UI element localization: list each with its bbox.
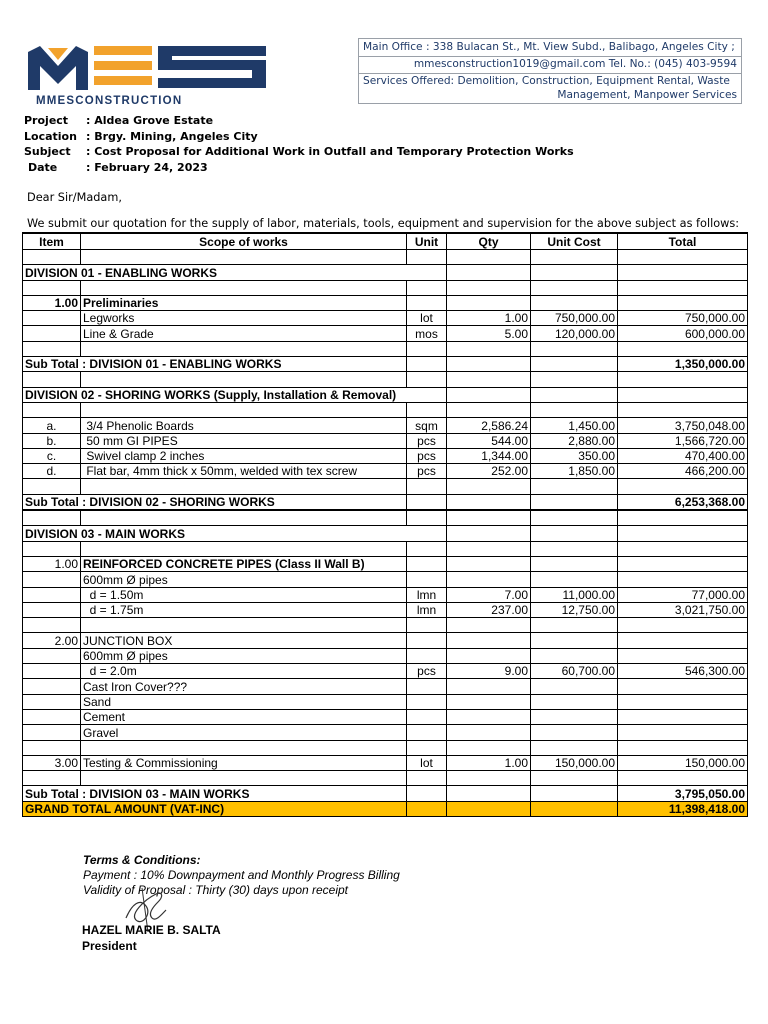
table-cell: 3/4 Phenolic Boards	[81, 418, 407, 433]
column-header: Total	[618, 233, 748, 250]
table-cell	[23, 709, 81, 724]
subtotal-row	[23, 786, 748, 801]
empty-cell	[407, 801, 447, 816]
empty-cell	[531, 265, 618, 280]
table-cell: Line & Grade	[81, 326, 407, 341]
table-cell: b.	[23, 433, 81, 448]
empty-cell	[531, 387, 618, 402]
empty-cell	[447, 771, 531, 786]
table-cell: 50 mm GI PIPES	[81, 433, 407, 448]
table-cell: 150,000.00	[531, 755, 618, 770]
empty-cell	[447, 357, 531, 372]
table-cell	[407, 633, 447, 648]
meta-value: : February 24, 2023	[86, 160, 208, 174]
table-cell	[618, 648, 748, 663]
division-row	[23, 526, 748, 541]
empty-cell	[447, 341, 531, 356]
empty-cell	[618, 280, 748, 295]
table-cell	[23, 725, 81, 740]
table-cell: GRAND TOTAL AMOUNT (VAT-INC)	[23, 801, 407, 816]
empty-cell	[81, 541, 407, 556]
table-cell	[447, 572, 531, 587]
table-row	[23, 725, 748, 740]
table-cell: 546,300.00	[618, 664, 748, 679]
table-cell	[407, 709, 447, 724]
office-services-2: Management, Manpower Services	[557, 89, 737, 101]
table-row	[23, 587, 748, 602]
table-cell: 11,398,418.00	[618, 801, 748, 816]
table-cell	[23, 648, 81, 663]
section-row	[23, 556, 748, 571]
empty-cell	[531, 280, 618, 295]
empty-cell	[618, 265, 748, 280]
table-cell: Legworks	[81, 311, 407, 326]
empty-cell	[447, 556, 531, 571]
table-cell: 2,586.24	[447, 418, 531, 433]
blank-row	[23, 402, 748, 417]
empty-cell	[23, 618, 81, 633]
meta-value: : Aldea Grove Estate	[86, 114, 214, 127]
empty-cell	[407, 786, 447, 801]
table-cell	[407, 572, 447, 587]
empty-cell	[531, 526, 618, 541]
table-header-row	[23, 233, 748, 250]
table-cell: 252.00	[447, 464, 531, 479]
table-cell	[618, 709, 748, 724]
table-row	[23, 572, 748, 587]
empty-cell	[447, 280, 531, 295]
blank-row	[23, 280, 748, 295]
table-cell: Sub Total : DIVISION 01 - ENABLING WORKS	[23, 357, 407, 372]
table-cell: 600mm Ø pipes	[81, 572, 407, 587]
table-cell	[23, 311, 81, 326]
table-cell: 544.00	[447, 433, 531, 448]
empty-cell	[447, 801, 531, 816]
empty-cell	[23, 771, 81, 786]
table-cell: Testing & Commissioning	[81, 755, 407, 770]
table-row	[23, 694, 748, 709]
table-cell: REINFORCED CONCRETE PIPES (Class II Wall B)	[81, 556, 407, 571]
empty-cell	[618, 250, 748, 265]
table-cell	[531, 709, 618, 724]
table-cell	[447, 648, 531, 663]
empty-cell	[618, 479, 748, 494]
blank-row	[23, 771, 748, 786]
grand-total-row	[23, 801, 748, 816]
empty-cell	[81, 250, 407, 265]
empty-cell	[531, 341, 618, 356]
table-cell: 7.00	[447, 587, 531, 602]
table-cell: 3,750,048.00	[618, 418, 748, 433]
table-cell: Sub Total : DIVISION 02 - SHORING WORKS	[23, 494, 407, 510]
table-cell: 1.00	[447, 311, 531, 326]
table-cell	[447, 679, 531, 694]
signatory-title: President	[82, 938, 137, 953]
table-row	[23, 664, 748, 679]
table-cell	[618, 679, 748, 694]
table-cell: DIVISION 03 - MAIN WORKS	[23, 526, 447, 541]
column-header: Scope of works	[81, 233, 407, 250]
table-cell: 60,700.00	[531, 664, 618, 679]
table-cell	[23, 679, 81, 694]
empty-cell	[618, 541, 748, 556]
terms-line: Payment : 10% Downpayment and Monthly Progress Billing	[83, 868, 400, 882]
empty-cell	[407, 295, 447, 310]
table-cell	[23, 694, 81, 709]
table-cell: 3,021,750.00	[618, 602, 748, 617]
table-row	[23, 326, 748, 341]
empty-cell	[447, 265, 531, 280]
table-cell	[531, 572, 618, 587]
table-cell: 1,350,000.00	[618, 357, 748, 372]
table-cell	[407, 694, 447, 709]
salutation: Dear Sir/Madam,	[27, 191, 122, 204]
office-address: Main Office : 338 Bulacan St., Mt. View Subd., Balibago, Angeles City ;	[363, 41, 735, 53]
table-cell: 2,880.00	[531, 433, 618, 448]
division-row	[23, 265, 748, 280]
table-cell: 9.00	[447, 664, 531, 679]
table-row	[23, 448, 748, 463]
table-cell: pcs	[407, 664, 447, 679]
table-row	[23, 602, 748, 617]
empty-cell	[618, 387, 748, 402]
table-cell: 750,000.00	[618, 311, 748, 326]
empty-cell	[407, 280, 447, 295]
table-cell: pcs	[407, 464, 447, 479]
office-services-1: Services Offered: Demolition, Construction, Equipment Rental, Waste	[363, 75, 730, 87]
table-cell	[23, 326, 81, 341]
division-row	[23, 387, 748, 402]
table-cell: 350.00	[531, 448, 618, 463]
column-header: Item	[23, 233, 81, 250]
meta-label: Project	[24, 114, 69, 127]
table-cell: Preliminaries	[81, 295, 407, 310]
meta-label: Location	[24, 129, 77, 143]
table-cell: 2.00	[23, 633, 81, 648]
empty-cell	[531, 357, 618, 372]
table-cell	[407, 679, 447, 694]
table-cell: a.	[23, 418, 81, 433]
column-header: Unit	[407, 233, 447, 250]
table-cell	[618, 725, 748, 740]
table-cell: d = 1.75m	[81, 602, 407, 617]
empty-cell	[81, 740, 407, 755]
empty-cell	[618, 402, 748, 417]
table-cell	[407, 648, 447, 663]
blank-row	[23, 510, 748, 526]
empty-cell	[447, 494, 531, 510]
quotation-table	[22, 232, 748, 817]
table-cell: 77,000.00	[618, 587, 748, 602]
empty-cell	[618, 341, 748, 356]
intro-text: We submit our quotation for the supply of labor, materials, tools, equipment and supervision for the above subject as follows:	[27, 217, 740, 230]
empty-cell	[531, 250, 618, 265]
empty-cell	[447, 526, 531, 541]
table-cell: lmn	[407, 602, 447, 617]
empty-cell	[618, 618, 748, 633]
empty-cell	[407, 618, 447, 633]
table-cell: lot	[407, 311, 447, 326]
office-info-box	[358, 38, 742, 104]
empty-cell	[531, 402, 618, 417]
empty-cell	[447, 402, 531, 417]
table-cell: lmn	[407, 587, 447, 602]
table-cell: Cast Iron Cover???	[81, 679, 407, 694]
empty-cell	[23, 510, 81, 526]
table-cell	[531, 648, 618, 663]
empty-cell	[618, 510, 748, 526]
table-cell	[23, 664, 81, 679]
empty-cell	[407, 556, 447, 571]
empty-cell	[618, 372, 748, 387]
company-logo	[26, 38, 266, 108]
signatory-block	[82, 923, 221, 954]
table-cell	[618, 572, 748, 587]
empty-cell	[531, 771, 618, 786]
table-cell: 120,000.00	[531, 326, 618, 341]
table-cell: 12,750.00	[531, 602, 618, 617]
empty-cell	[23, 541, 81, 556]
empty-cell	[407, 740, 447, 755]
table-row	[23, 433, 748, 448]
empty-cell	[447, 250, 531, 265]
subtotal-row	[23, 494, 748, 510]
empty-cell	[23, 402, 81, 417]
table-cell: 1.00	[23, 295, 81, 310]
table-cell: DIVISION 02 - SHORING WORKS (Supply, Installation & Removal)	[23, 387, 447, 402]
empty-cell	[407, 250, 447, 265]
empty-cell	[407, 494, 447, 510]
table-cell: 470,400.00	[618, 448, 748, 463]
table-cell	[23, 572, 81, 587]
table-cell: 237.00	[447, 602, 531, 617]
empty-cell	[531, 510, 618, 526]
table-cell: 5.00	[447, 326, 531, 341]
table-cell	[447, 725, 531, 740]
empty-cell	[23, 372, 81, 387]
empty-cell	[531, 295, 618, 310]
table-cell	[447, 709, 531, 724]
empty-cell	[407, 357, 447, 372]
table-cell: pcs	[407, 448, 447, 463]
empty-cell	[531, 618, 618, 633]
table-cell	[447, 633, 531, 648]
column-header: Unit Cost	[531, 233, 618, 250]
table-cell	[531, 725, 618, 740]
table-cell: sqm	[407, 418, 447, 433]
terms-line: Validity of Proposal : Thirty (30) days upon receipt	[83, 883, 349, 897]
empty-cell	[407, 341, 447, 356]
table-cell	[531, 679, 618, 694]
empty-cell	[447, 372, 531, 387]
empty-cell	[23, 740, 81, 755]
table-row	[23, 679, 748, 694]
table-cell: 600mm Ø pipes	[81, 648, 407, 663]
table-cell: d = 1.50m	[81, 587, 407, 602]
table-cell: 1,850.00	[531, 464, 618, 479]
empty-cell	[407, 771, 447, 786]
table-cell: 3.00	[23, 755, 81, 770]
table-cell: 1,566,720.00	[618, 433, 748, 448]
table-row	[23, 418, 748, 433]
table-cell: Gravel	[81, 725, 407, 740]
meta-value: : Brgy. Mining, Angeles City	[86, 129, 258, 143]
empty-cell	[407, 510, 447, 526]
table-cell: Sand	[81, 694, 407, 709]
empty-cell	[447, 295, 531, 310]
table-cell: Sub Total : DIVISION 03 - MAIN WORKS	[23, 786, 407, 801]
table-row	[23, 633, 748, 648]
table-cell	[407, 725, 447, 740]
empty-cell	[407, 372, 447, 387]
empty-cell	[447, 510, 531, 526]
empty-cell	[407, 479, 447, 494]
table-row	[23, 755, 748, 770]
empty-cell	[618, 771, 748, 786]
table-cell: pcs	[407, 433, 447, 448]
meta-label: Date	[28, 160, 58, 174]
empty-cell	[531, 541, 618, 556]
empty-cell	[531, 494, 618, 510]
table-cell: JUNCTION BOX	[81, 633, 407, 648]
empty-cell	[23, 479, 81, 494]
empty-cell	[81, 280, 407, 295]
empty-cell	[447, 786, 531, 801]
empty-cell	[447, 479, 531, 494]
blank-row	[23, 740, 748, 755]
empty-cell	[531, 786, 618, 801]
subtotal-row	[23, 357, 748, 372]
table-row	[23, 648, 748, 663]
table-cell: 1,344.00	[447, 448, 531, 463]
table-cell: 150,000.00	[618, 755, 748, 770]
table-row	[23, 709, 748, 724]
empty-cell	[531, 479, 618, 494]
empty-cell	[447, 541, 531, 556]
empty-cell	[407, 541, 447, 556]
table-cell: d = 2.0m	[81, 664, 407, 679]
table-cell: 1,450.00	[531, 418, 618, 433]
column-header: Qty	[447, 233, 531, 250]
meta-value: : Cost Proposal for Additional Work in Outfall and Temporary Protection Works	[86, 145, 574, 159]
empty-cell	[618, 526, 748, 541]
empty-cell	[81, 402, 407, 417]
blank-row	[23, 372, 748, 387]
terms-title: Terms & Conditions:	[83, 853, 201, 867]
empty-cell	[447, 618, 531, 633]
table-cell: lot	[407, 755, 447, 770]
signatory-name: HAZEL MARIE B. SALTA	[82, 923, 221, 937]
office-contact: mmesconstruction1019@gmail.com Tel. No.: (045) 403-9594	[413, 58, 737, 70]
table-cell: 3,795,050.00	[618, 786, 748, 801]
empty-cell	[618, 740, 748, 755]
table-cell: 1.00	[447, 755, 531, 770]
meta-label: Subject	[24, 145, 71, 159]
blank-row	[23, 541, 748, 556]
table-cell: 6,253,368.00	[618, 494, 748, 510]
table-cell: Cement	[81, 709, 407, 724]
empty-cell	[618, 295, 748, 310]
table-cell: c.	[23, 448, 81, 463]
empty-cell	[447, 740, 531, 755]
empty-cell	[531, 556, 618, 571]
empty-cell	[407, 402, 447, 417]
empty-cell	[531, 740, 618, 755]
table-cell: Flat bar, 4mm thick x 50mm, welded with tex screw	[81, 464, 407, 479]
empty-cell	[23, 280, 81, 295]
blank-row	[23, 250, 748, 265]
table-cell	[447, 694, 531, 709]
table-cell: Swivel clamp 2 inches	[81, 448, 407, 463]
blank-row	[23, 341, 748, 356]
table-row	[23, 311, 748, 326]
table-cell: 11,000.00	[531, 587, 618, 602]
blank-row	[23, 479, 748, 494]
empty-cell	[618, 556, 748, 571]
empty-cell	[23, 250, 81, 265]
empty-cell	[81, 510, 407, 526]
table-cell	[23, 602, 81, 617]
table-cell	[531, 633, 618, 648]
table-cell: DIVISION 01 - ENABLING WORKS	[23, 265, 447, 280]
table-cell	[618, 694, 748, 709]
table-cell: 600,000.00	[618, 326, 748, 341]
blank-row	[23, 618, 748, 633]
table-cell: d.	[23, 464, 81, 479]
empty-cell	[531, 801, 618, 816]
empty-cell	[531, 372, 618, 387]
empty-cell	[81, 479, 407, 494]
table-cell	[531, 694, 618, 709]
empty-cell	[81, 372, 407, 387]
logo-text: MMESCONSTRUCTION	[36, 95, 183, 107]
table-cell: 1.00	[23, 556, 81, 571]
empty-cell	[447, 387, 531, 402]
table-cell: 466,200.00	[618, 464, 748, 479]
section-row	[23, 295, 748, 310]
empty-cell	[81, 341, 407, 356]
empty-cell	[81, 618, 407, 633]
table-cell: mos	[407, 326, 447, 341]
empty-cell	[81, 771, 407, 786]
empty-cell	[23, 341, 81, 356]
table-cell	[23, 587, 81, 602]
table-cell: 750,000.00	[531, 311, 618, 326]
table-cell	[618, 633, 748, 648]
table-row	[23, 464, 748, 479]
